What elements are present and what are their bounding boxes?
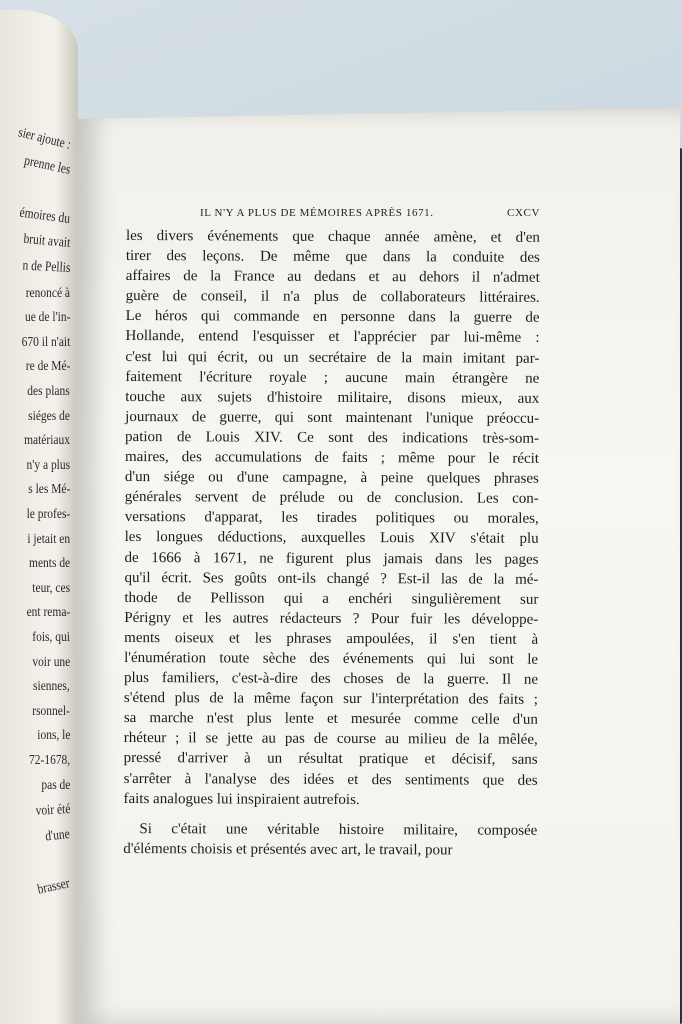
text-line: d'un siége ou d'une campagne, à peine quelques phrases (124, 469, 539, 487)
text-line: pressé d'arriver à un résultat pratique et décisif, sans (123, 750, 538, 769)
text-line: Hollande, entend l'esquisser et l'apprécier par lui-même : (125, 328, 540, 347)
left-page-fragment: 670 il n'ait (21, 334, 70, 350)
left-page-fragment: siennes, (33, 679, 70, 695)
text-line: versations d'apparat, les tirades politiques ou morales, (124, 509, 539, 528)
left-page-fragment: d'une (44, 826, 71, 845)
text-line: les divers événements que chaque année amène, et d'en (125, 227, 540, 246)
text-line: journaux de guerre, qui sont maintenant l'unique préoccu- (125, 408, 540, 427)
left-page-fragment: ue de l'in- (24, 310, 70, 326)
left-page-fragment: le profes- (26, 507, 70, 522)
text-line: les longues déductions, auxquelles Louis XIV s'était plu (124, 529, 539, 548)
left-page-fragment: ions, le (36, 728, 70, 744)
text-line: affaires de la France au dedans et au dehors il n'admet (125, 268, 540, 286)
left-page-fragment: i jetait en (27, 531, 70, 547)
paragraph-2 (123, 819, 537, 861)
left-page-fragment: émoires du (18, 205, 72, 227)
text-line: de 1666 à 1671, ne figurent plus jamais dans les pages (124, 549, 539, 568)
left-page-fragment: fois, qui (32, 630, 70, 645)
left-page-fragment: bruit avait (22, 232, 71, 252)
left-page-fragment: sier ajoute : (16, 125, 72, 153)
left-page-fragment: n'y a plus (26, 457, 70, 473)
left-page-fragment: prenne les (22, 153, 72, 178)
text-line: plus familiers, c'est-à-dire des choses de la guerre. Il ne (123, 670, 539, 688)
left-page-fragment: matériaux (24, 433, 70, 449)
left-page-fragment: voir une (32, 654, 70, 670)
text-line: l'énumération toute sèche des événements qui lui sont le (124, 649, 539, 668)
text-line: thode de Pellisson qui a enchéri singulièrement sur (124, 589, 539, 608)
left-page-fragment: siéges de (28, 408, 70, 424)
text-line: tirer des leçons. De même que dans la conduite des (125, 248, 540, 266)
left-page (0, 10, 78, 1024)
page-number: CXCV (507, 207, 540, 219)
text-line: rhéteur ; il se jette au pas de course au milieu de la mêlée, (123, 730, 538, 749)
text-line: Le héros qui commande en personne dans la guerre de (125, 308, 540, 327)
text-line: pation de Louis XIV. Ce sont des indications très-som- (125, 428, 540, 447)
left-page-fragment: renoncé à (25, 285, 70, 301)
body-text (123, 226, 540, 861)
left-page-fragment: brasser (36, 876, 72, 898)
page-header (200, 204, 540, 222)
text-line: faits analogues lui inspiraient autrefois. (123, 790, 360, 808)
left-page-fragment: pas de (40, 777, 70, 793)
text-line: qu'il écrit. Ses goûts ont-ils changé ? Est-il las de la mé- (124, 569, 539, 588)
text-line: touche aux sujets d'histoire militaire, disons mieux, aux (125, 388, 540, 407)
text-line: faitement l'écriture royale ; aucune main étrangère ne (125, 368, 540, 387)
text-line: d'éléments choisis et présentés avec art, le travail, pour (123, 840, 453, 859)
left-page-fragment: n de Pellis (21, 258, 71, 276)
left-page-fragment: ments de (28, 556, 70, 572)
left-page-fragment: teur, ces (32, 580, 70, 596)
text-line: c'est lui qui écrit, ou un secrétaire de la main imitant par- (125, 348, 540, 367)
left-page-fragment: voir été (34, 802, 71, 819)
left-page-fragment: s les Mé- (27, 482, 70, 498)
text-line: sa marche n'est plus lente et mesurée comme celle d'un (123, 710, 538, 729)
text-line: s'étend plus de la même façon sur l'interprétation des faits ; (123, 690, 538, 708)
left-page-fragment: rsonnel- (32, 703, 70, 719)
left-page-fragment: re de Mé- (25, 359, 70, 375)
running-title: IL N'Y A PLUS DE MÉMOIRES APRÈS 1671. (200, 207, 434, 219)
text-line: Si c'était une véritable histoire militaire, composée (139, 820, 538, 839)
text-line: Périgny et les autres rédacteurs ? Pour fuir les développe- (124, 609, 539, 628)
paragraph-1 (123, 226, 540, 811)
left-page-fragment: 72-1678, (28, 753, 70, 768)
text-line: maires, des accumulations de faits ; même pour le récit (124, 449, 540, 467)
left-page-fragment: des plans (27, 384, 70, 399)
text-line: ments oiseux et les phrases ampoulées, il s'en tient à (124, 629, 539, 648)
left-page-fragment: ent rema- (26, 605, 70, 621)
text-line: s'arrêter à l'analyse des idées et des sentiments que des (123, 770, 538, 789)
text-line: guère de conseil, il n'a plus de collaborateurs littéraires. (125, 288, 540, 307)
text-line: générales servent de prélude ou de conclusion. Les con- (124, 489, 539, 508)
